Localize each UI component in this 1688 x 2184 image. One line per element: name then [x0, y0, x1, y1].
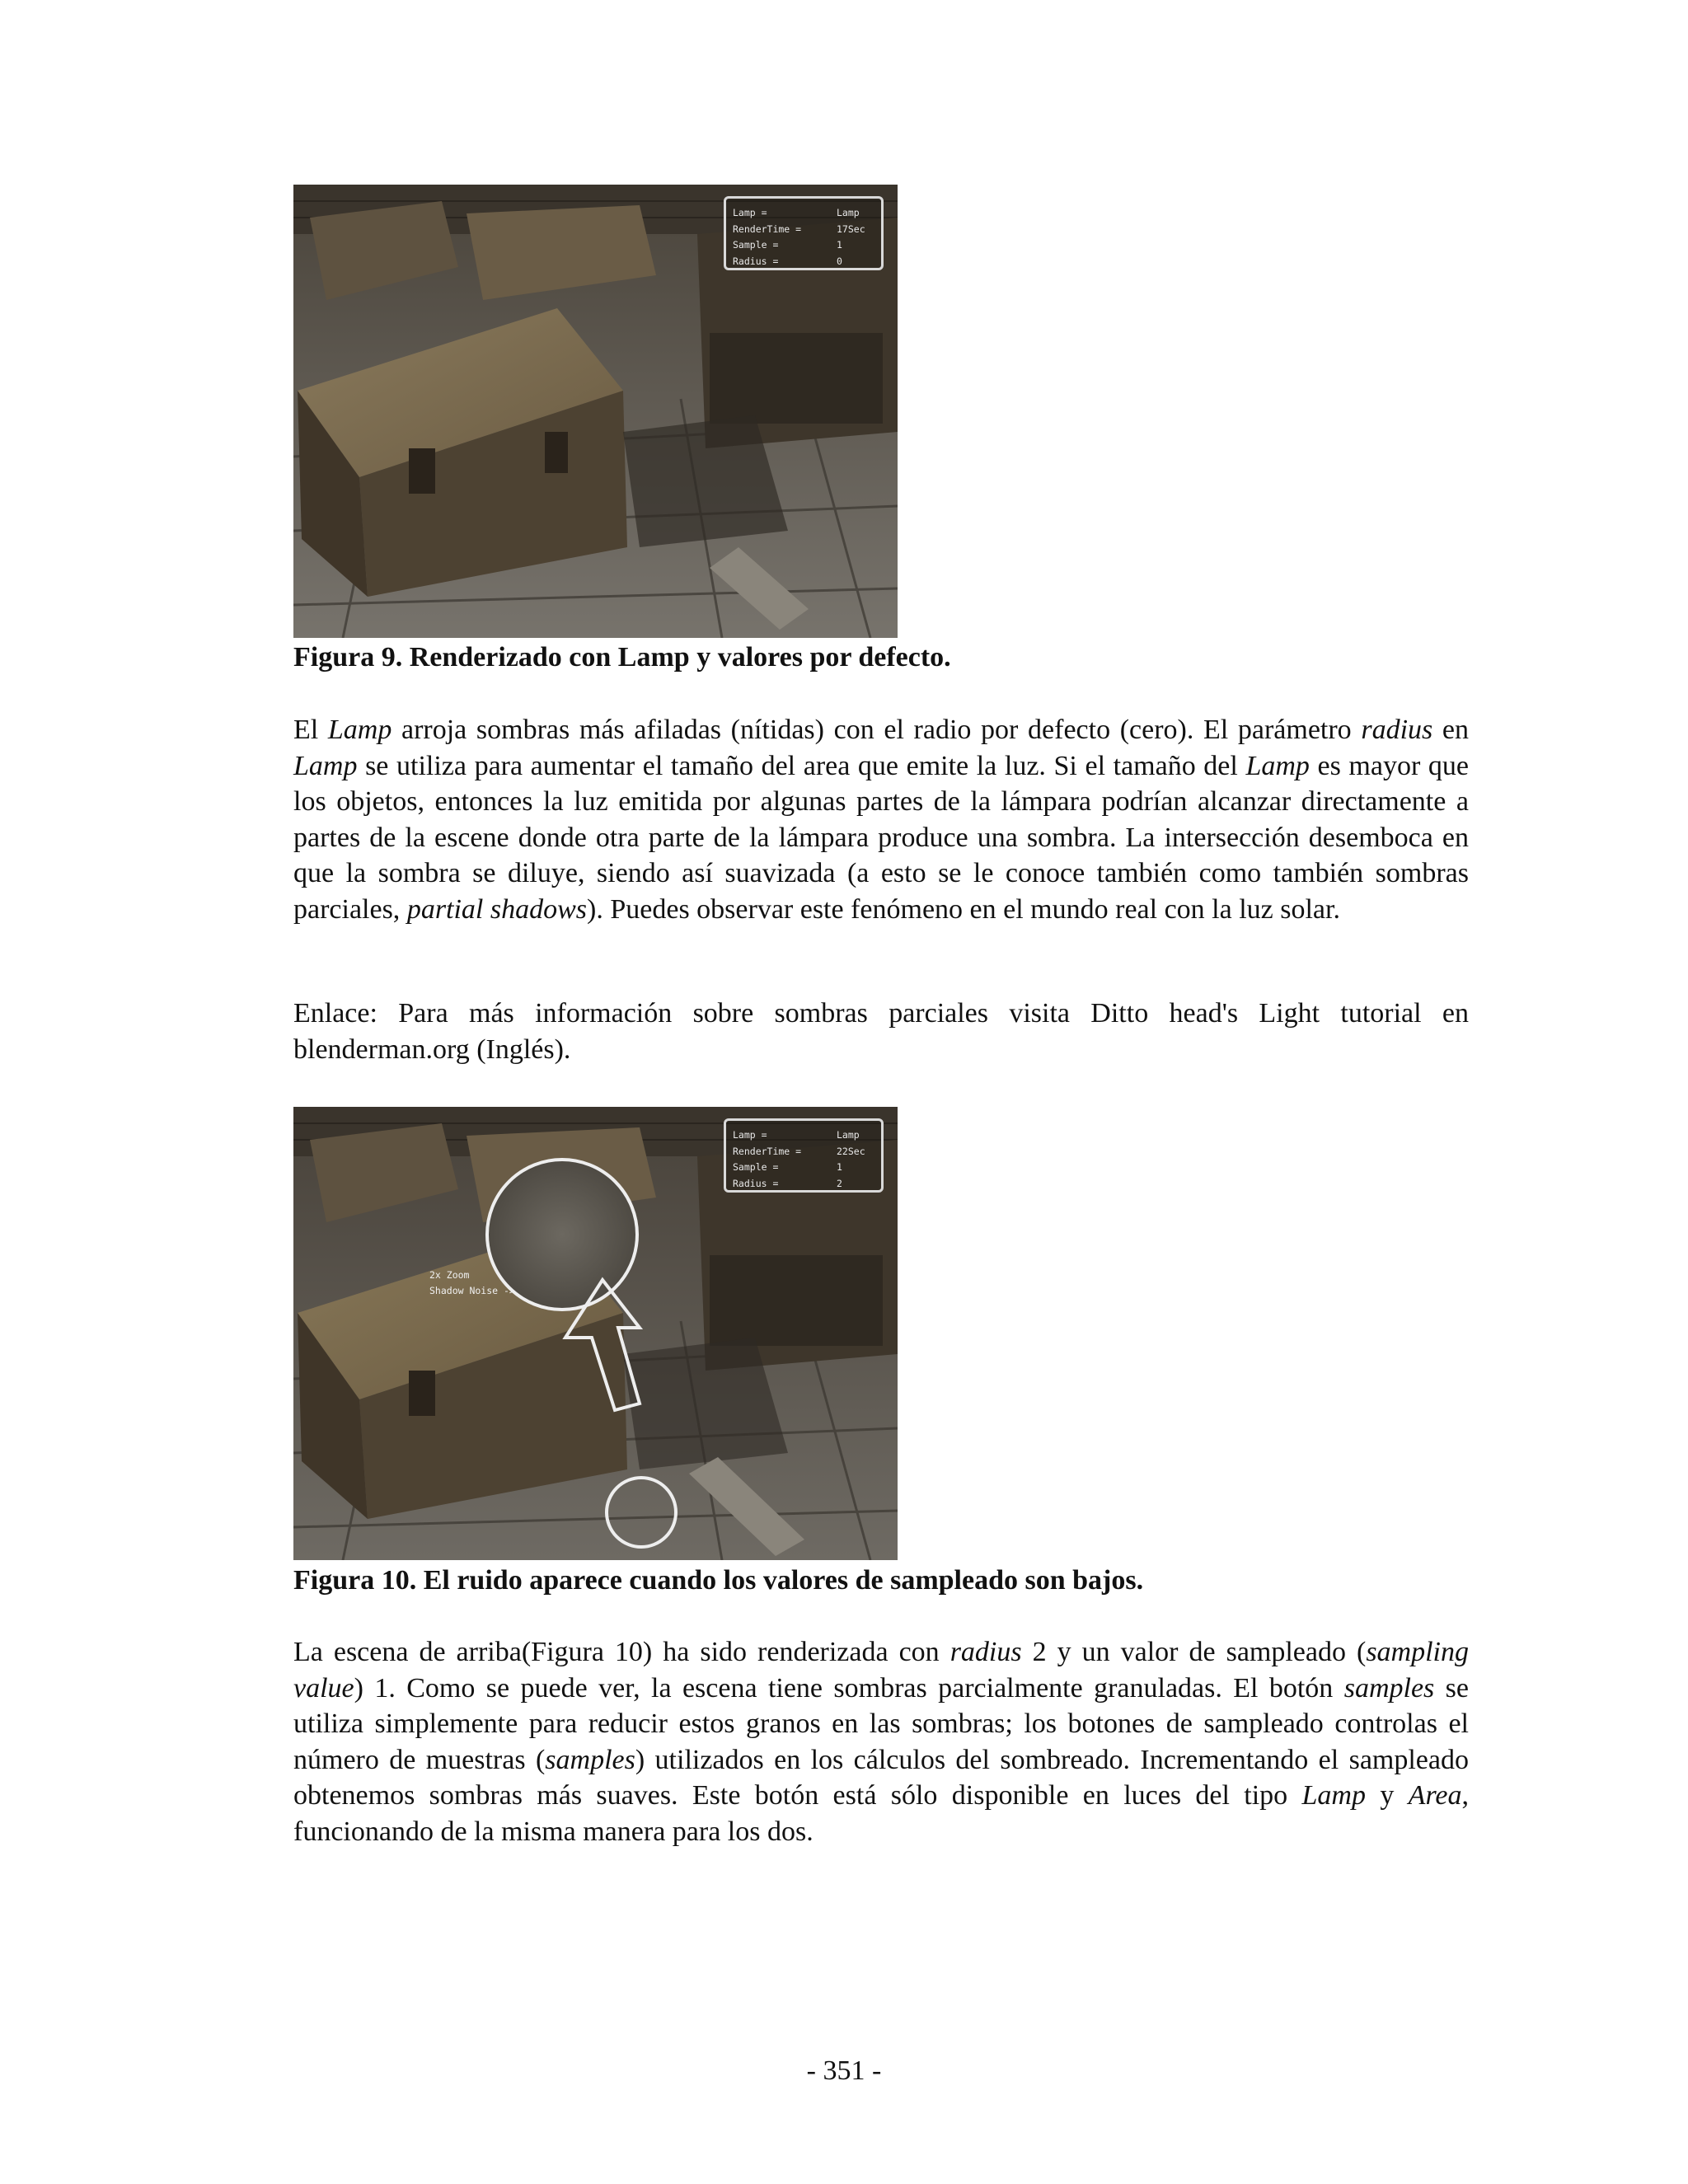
info-key: Sample = [733, 239, 779, 251]
info-value: Lamp [837, 207, 860, 218]
info-row-rendertime [733, 222, 881, 238]
info-key: Radius = [733, 255, 779, 267]
italic-term: Lamp [1301, 1780, 1366, 1811]
render-info-box [724, 1118, 884, 1193]
text-run: en [1432, 715, 1470, 745]
italic-term: radius [950, 1637, 1022, 1667]
figure-10-render-image [293, 1107, 898, 1560]
text-run: y [1365, 1780, 1409, 1811]
italic-term: samples [545, 1744, 635, 1775]
figure-10-caption: Figura 10. El ruido aparece cuando los valores de sampleado son bajos. [293, 1565, 1144, 1596]
info-key: RenderTime = [733, 1145, 802, 1157]
page-number: - 351 - [806, 2055, 882, 2086]
info-row-rendertime [733, 1144, 881, 1160]
text-run: El [293, 715, 328, 745]
info-value: 2 [837, 1177, 842, 1189]
figure-9-caption: Figura 9. Renderizado con Lamp y valores por defecto. [293, 642, 951, 673]
italic-term: samples [1343, 1672, 1435, 1704]
info-value: 22Sec [837, 1145, 865, 1157]
info-row-sample [733, 1160, 881, 1176]
info-row-radius [733, 1176, 881, 1193]
figure-9-render-image [293, 185, 898, 638]
text-run: se utiliza para aumentar el tamaño del area que emite la luz. Si el tamaño del [357, 750, 1246, 781]
info-value: 1 [837, 1161, 842, 1173]
info-key: RenderTime = [733, 223, 802, 235]
info-row-lamp [733, 1127, 881, 1144]
info-key: Lamp = [733, 207, 767, 218]
zoom-annotation [429, 1268, 515, 1299]
info-row-sample [733, 237, 881, 254]
italic-term: sampling value [293, 1637, 1469, 1704]
text-run: es mayor que los objetos, entonces la luz emitida por algunas partes de la lámpara podrían alcanzar directamente a partes de la escene donde otra parte de la lámpara produce una sombra. La intersección desemboca en que la sombra se diluye, siendo así suavizada (a esto se le conoce también como también sombras parciales, [293, 750, 1469, 925]
info-value: Lamp [837, 1129, 860, 1141]
italic-term: radius [1361, 715, 1433, 745]
text-run: se utiliza simplemente para reducir estos granos en las sombras; los botones de sampleado controlas el número de muestras ( [293, 1672, 1469, 1775]
zoom-label: 2x Zoom [429, 1269, 470, 1281]
text-run: 2 y un valor de sampleado ( [1021, 1637, 1367, 1667]
info-key: Lamp = [733, 1129, 767, 1141]
paragraph-sampling [293, 1634, 1469, 1850]
text-run: Enlace: Para más información sobre sombras parciales visita Ditto head's Light tutorial en blenderman.org (Inglés). [293, 998, 1469, 1065]
italic-term: Area [1408, 1780, 1462, 1811]
paragraph-link-note [293, 996, 1469, 1067]
info-value: 0 [837, 255, 842, 267]
italic-term: partial shadows [406, 893, 588, 925]
render-info-box [724, 196, 884, 270]
italic-term: Lamp [327, 715, 392, 745]
info-row-lamp [733, 205, 881, 222]
text-run: ) 1. Como se puede ver, la escena tiene sombras parcialmente granuladas. El botón [354, 1672, 1344, 1704]
info-value: 1 [837, 239, 842, 251]
text-run: , funcionando de la misma manera para los dos. [293, 1780, 1470, 1847]
paragraph-lamp-shadows [293, 712, 1469, 928]
italic-term: Lamp [1245, 750, 1310, 781]
italic-term: Lamp [293, 750, 358, 781]
shadow-noise-label: Shadow Noise -> [429, 1285, 515, 1296]
text-run: arroja sombras más afiladas (nítidas) con el radio por defecto (cero). El parámetro [392, 715, 1362, 745]
text-run: ) utilizados en los cálculos del sombreado. Incrementando el sampleado obtenemos sombras más suaves. Este botón está sólo disponible en luces del tipo [293, 1744, 1469, 1811]
info-key: Sample = [733, 1161, 779, 1173]
info-key: Radius = [733, 1177, 779, 1189]
text-run: La escena de arriba(Figura 10) ha sido renderizada con [293, 1637, 950, 1667]
info-value: 17Sec [837, 223, 865, 235]
info-row-radius [733, 254, 881, 270]
text-run: ). Puedes observar este fenómeno en el mundo real con la luz solar. [587, 893, 1340, 925]
